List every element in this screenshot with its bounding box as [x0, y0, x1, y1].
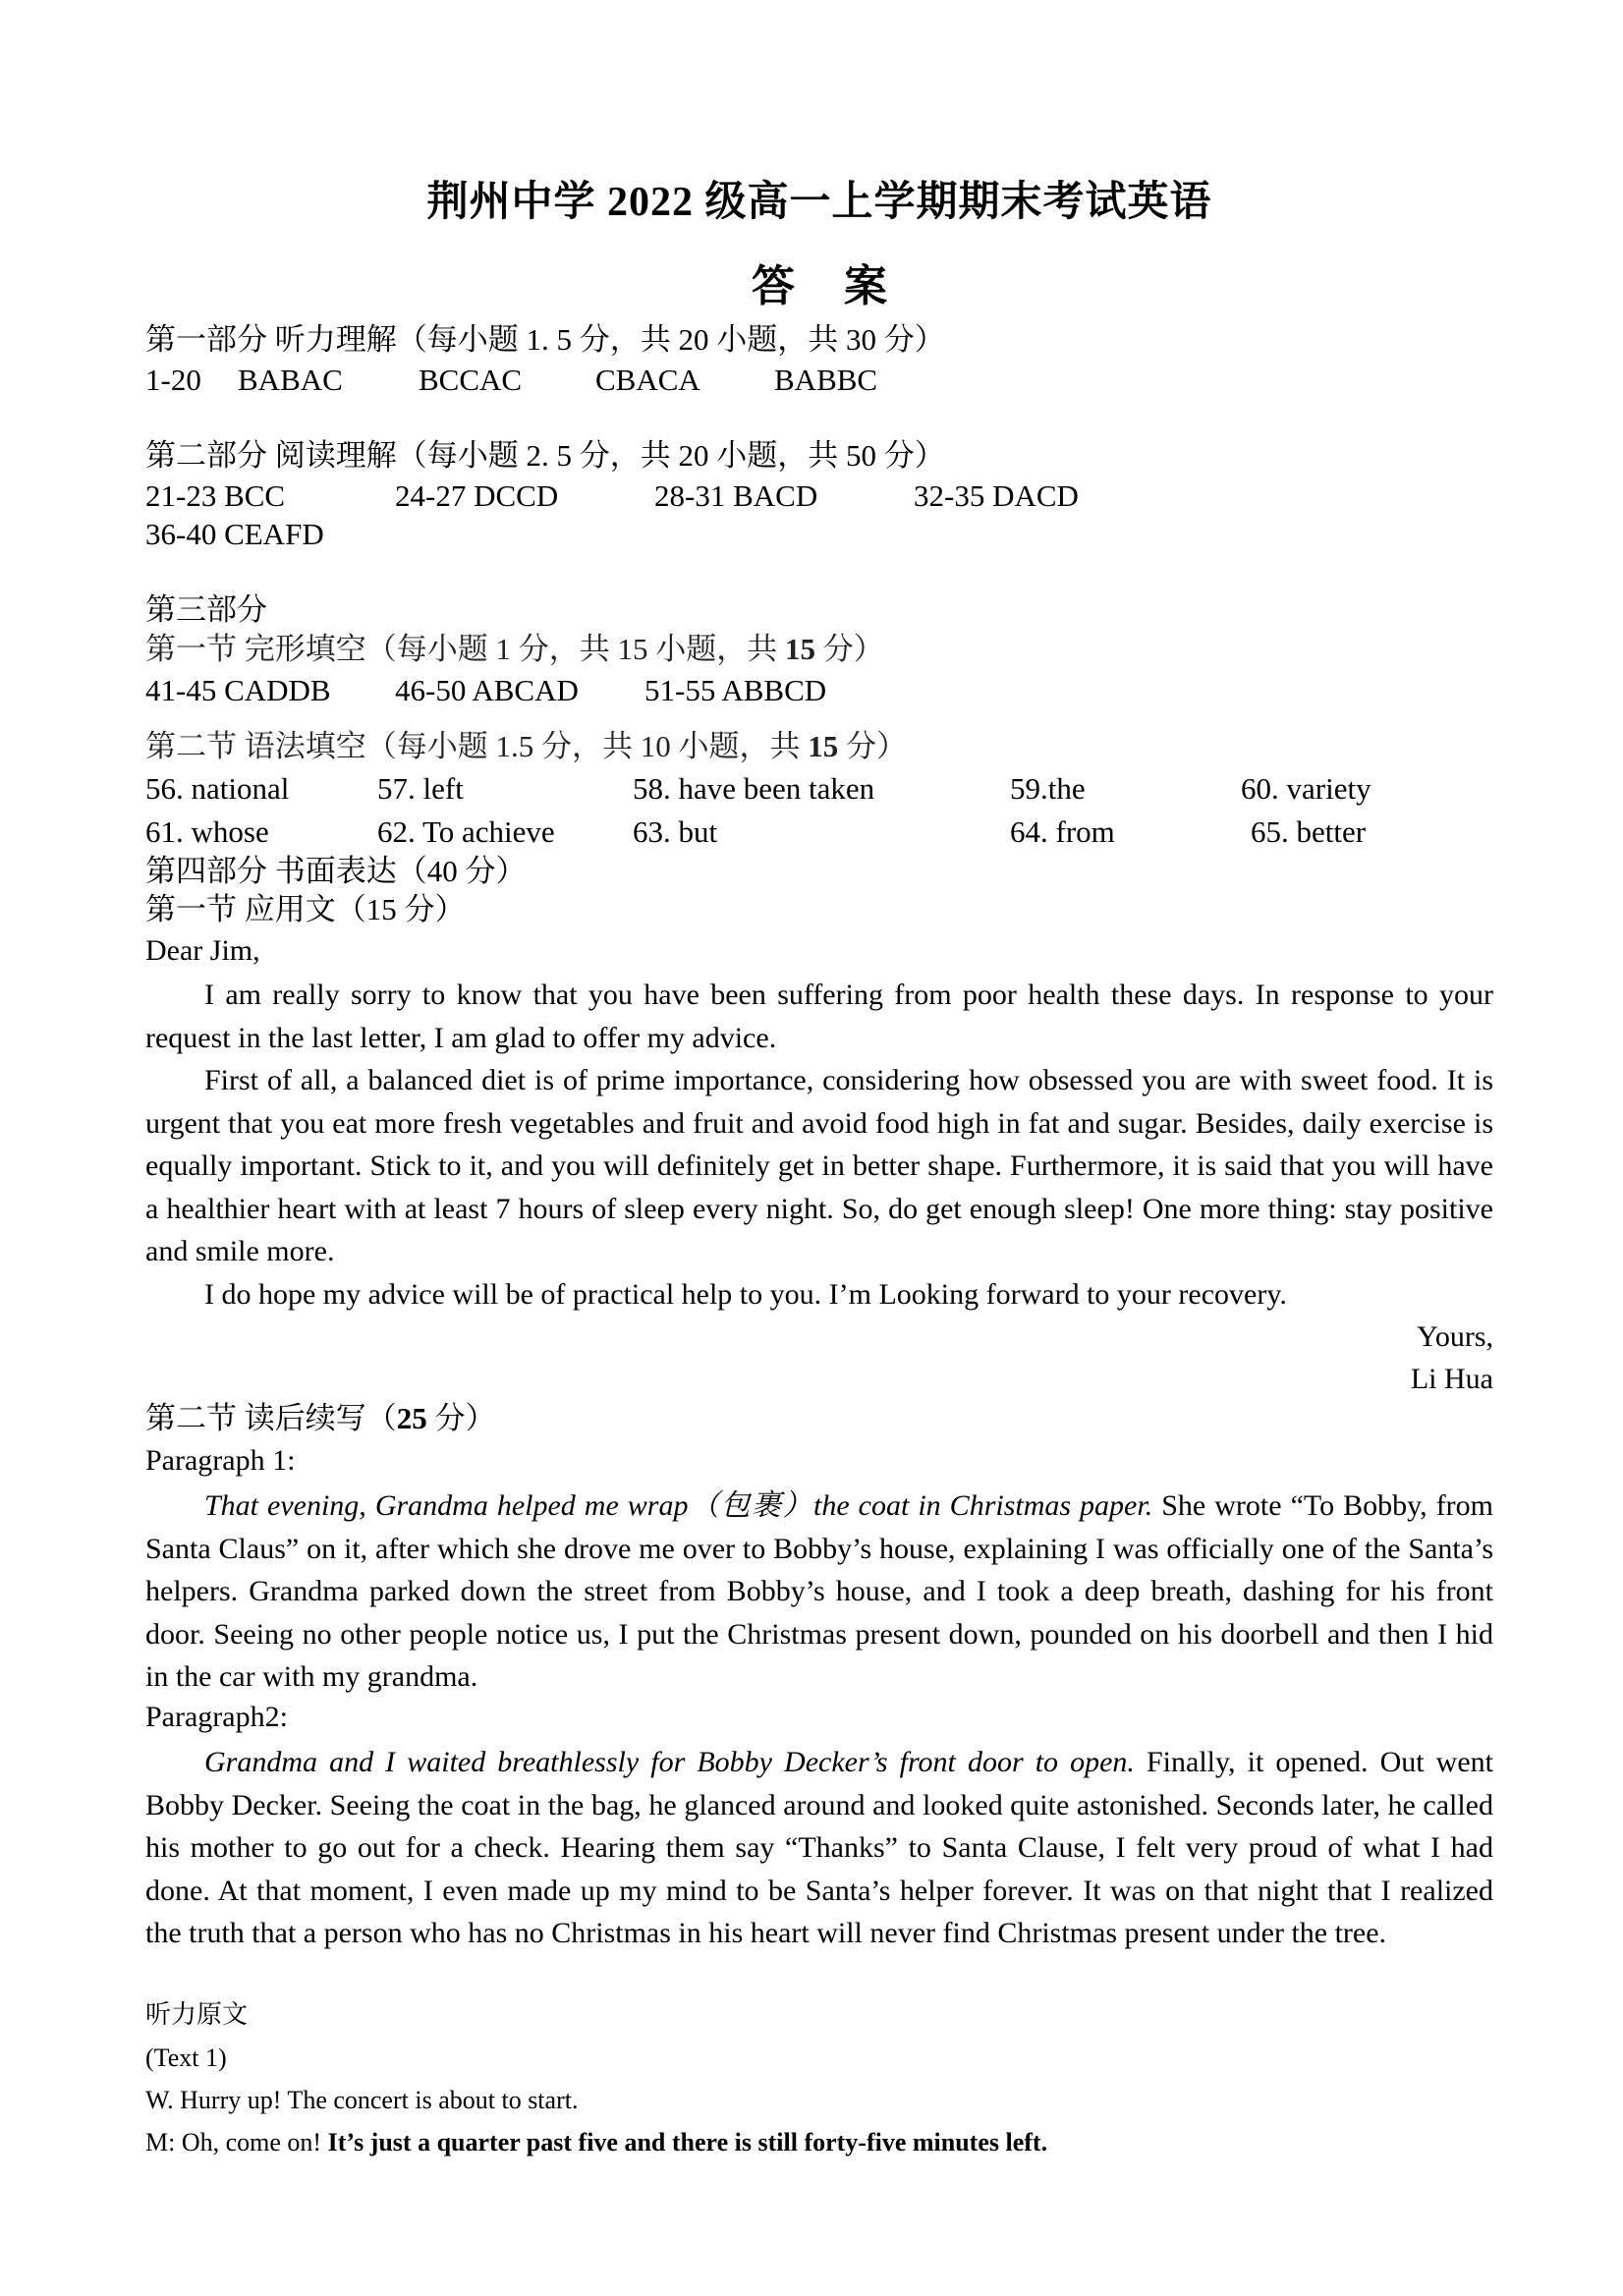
answer-group: BABAC [238, 363, 343, 397]
listening-heading: 听力原文 [145, 2000, 249, 2029]
answer-group: 28-31 BACD [654, 478, 818, 513]
part1-label: 1-20 [145, 363, 201, 397]
answer-item: 60. variety [1241, 771, 1371, 806]
part4-section1-heading: 第一节 应用文（15 分） [145, 892, 466, 926]
answer-group: 24-27 DCCD [395, 478, 559, 513]
letter-paragraph: I do hope my advice will be of practical help to you. I’m Looking forward to your recovery. [204, 1278, 1287, 1311]
listening-line-m: M: Oh, come on! It’s just a quarter past five and there is still forty-five minutes left. [145, 2128, 1048, 2156]
part3-heading: 第三部分 [145, 592, 267, 627]
answer-item: 61. whose [145, 814, 269, 849]
listening-text-label: (Text 1) [145, 2044, 227, 2072]
answer-group: 51-55 ABBCD [644, 673, 827, 707]
page-title: 荆州中学 2022 级高一上学期期末考试英语 [426, 180, 1212, 225]
paragraph2-label: Paragraph2: [145, 1701, 288, 1733]
part4-heading: 第四部分 书面表达（40 分） [145, 854, 527, 888]
part3-section2-heading: 第二节 语法填空（每小题 1.5 分，共 10 小题，共 15 分） [145, 729, 907, 763]
answer-item: 59.the [1010, 771, 1086, 806]
letter-greeting: Dear Jim, [145, 934, 260, 967]
answer-group: 41-45 CADDB [145, 673, 331, 707]
page-subtitle: 答案 [752, 262, 936, 310]
answer-group: CBACA [595, 363, 700, 397]
listening-line-w: W. Hurry up! The concert is about to start. [145, 2086, 579, 2114]
part2-heading: 第二部分 阅读理解（每小题 2. 5 分，共 20 小题，共 50 分） [145, 438, 945, 473]
answer-group: 36-40 CEAFD [145, 517, 324, 551]
paragraph1-label: Paragraph 1: [145, 1444, 296, 1477]
continuation-paragraph-2: Grandma and I waited breathlessly for Bobby Decker’s front door to open. Finally, it opened. Out went Bobby Decker. Seeing the coat in the bag, he glanced around and looked quite astonished. Seconds later, he called his mother to go out for a check. Hearing them say “Thanks” to Santa Clause, I felt very proud of what I had done. At that moment, I even made up my mind to be Santa’s helper forever. It was on that night that I realized the truth that a person who has no Christmas in his heart will never find Christmas present under the tree. [145, 1746, 1493, 1950]
part4-section2-heading: 第二节 读后续写（25 分） [145, 1401, 496, 1435]
answer-group: 32-35 DACD [914, 478, 1079, 513]
answer-item: 63. but [633, 814, 718, 849]
answer-item: 64. from [1010, 814, 1115, 849]
answer-group: BCCAC [419, 363, 523, 397]
answer-group: BABBC [774, 363, 878, 397]
letter-paragraph: I am really sorry to know that you have been suffering from poor health these days. In response to your request in the last letter, I am glad to offer my advice. [145, 979, 1493, 1054]
answer-item: 65. better [1251, 814, 1367, 849]
continuation-paragraph-1: That evening, Grandma helped me wrap（包裹）the coat in Christmas paper. She wrote “To Bobby, from Santa Claus” on it, after which she drove me over to Bobby’s house, explaining I was officially one of the Santa’s helpers. Grandma parked down the street from Bobby’s house, and I took a deep breath, dashing for his front door. Seeing no other people notice us, I put the Christmas present down, pounded on his doorbell and then I hid in the car with my grandma. [145, 1489, 1494, 1694]
answer-group: 21-23 BCC [145, 478, 286, 513]
answer-group: 46-50 ABCAD [395, 673, 579, 707]
answer-item: 56. national [145, 771, 290, 806]
answer-item: 58. have been taken [633, 771, 875, 806]
answer-item: 62. To achieve [377, 814, 555, 849]
letter-closing: Yours, [1417, 1320, 1493, 1353]
answer-item: 57. left [377, 771, 464, 806]
part1-heading: 第一部分 听力理解（每小题 1. 5 分，共 20 小题，共 30 分） [145, 322, 945, 357]
letter-paragraph: First of all, a balanced diet is of prime importance, considering how obsessed you are with sweet food. It is urgent that you eat more fresh vegetables and fruit and avoid food high in fat and sugar. Besides, daily exercise is equally important. Stick to it, and you will definitely get in better shape. Furthermore, it is said that you will have a healthier heart with at least 7 hours of sleep every night. So, do get enough sleep! One more thing: stay positive and smile more. [145, 1064, 1493, 1268]
part3-section1-heading: 第一节 完形填空（每小题 1 分，共 15 小题，共 15 分） [145, 632, 884, 666]
letter-signature: Li Hua [1410, 1363, 1493, 1395]
